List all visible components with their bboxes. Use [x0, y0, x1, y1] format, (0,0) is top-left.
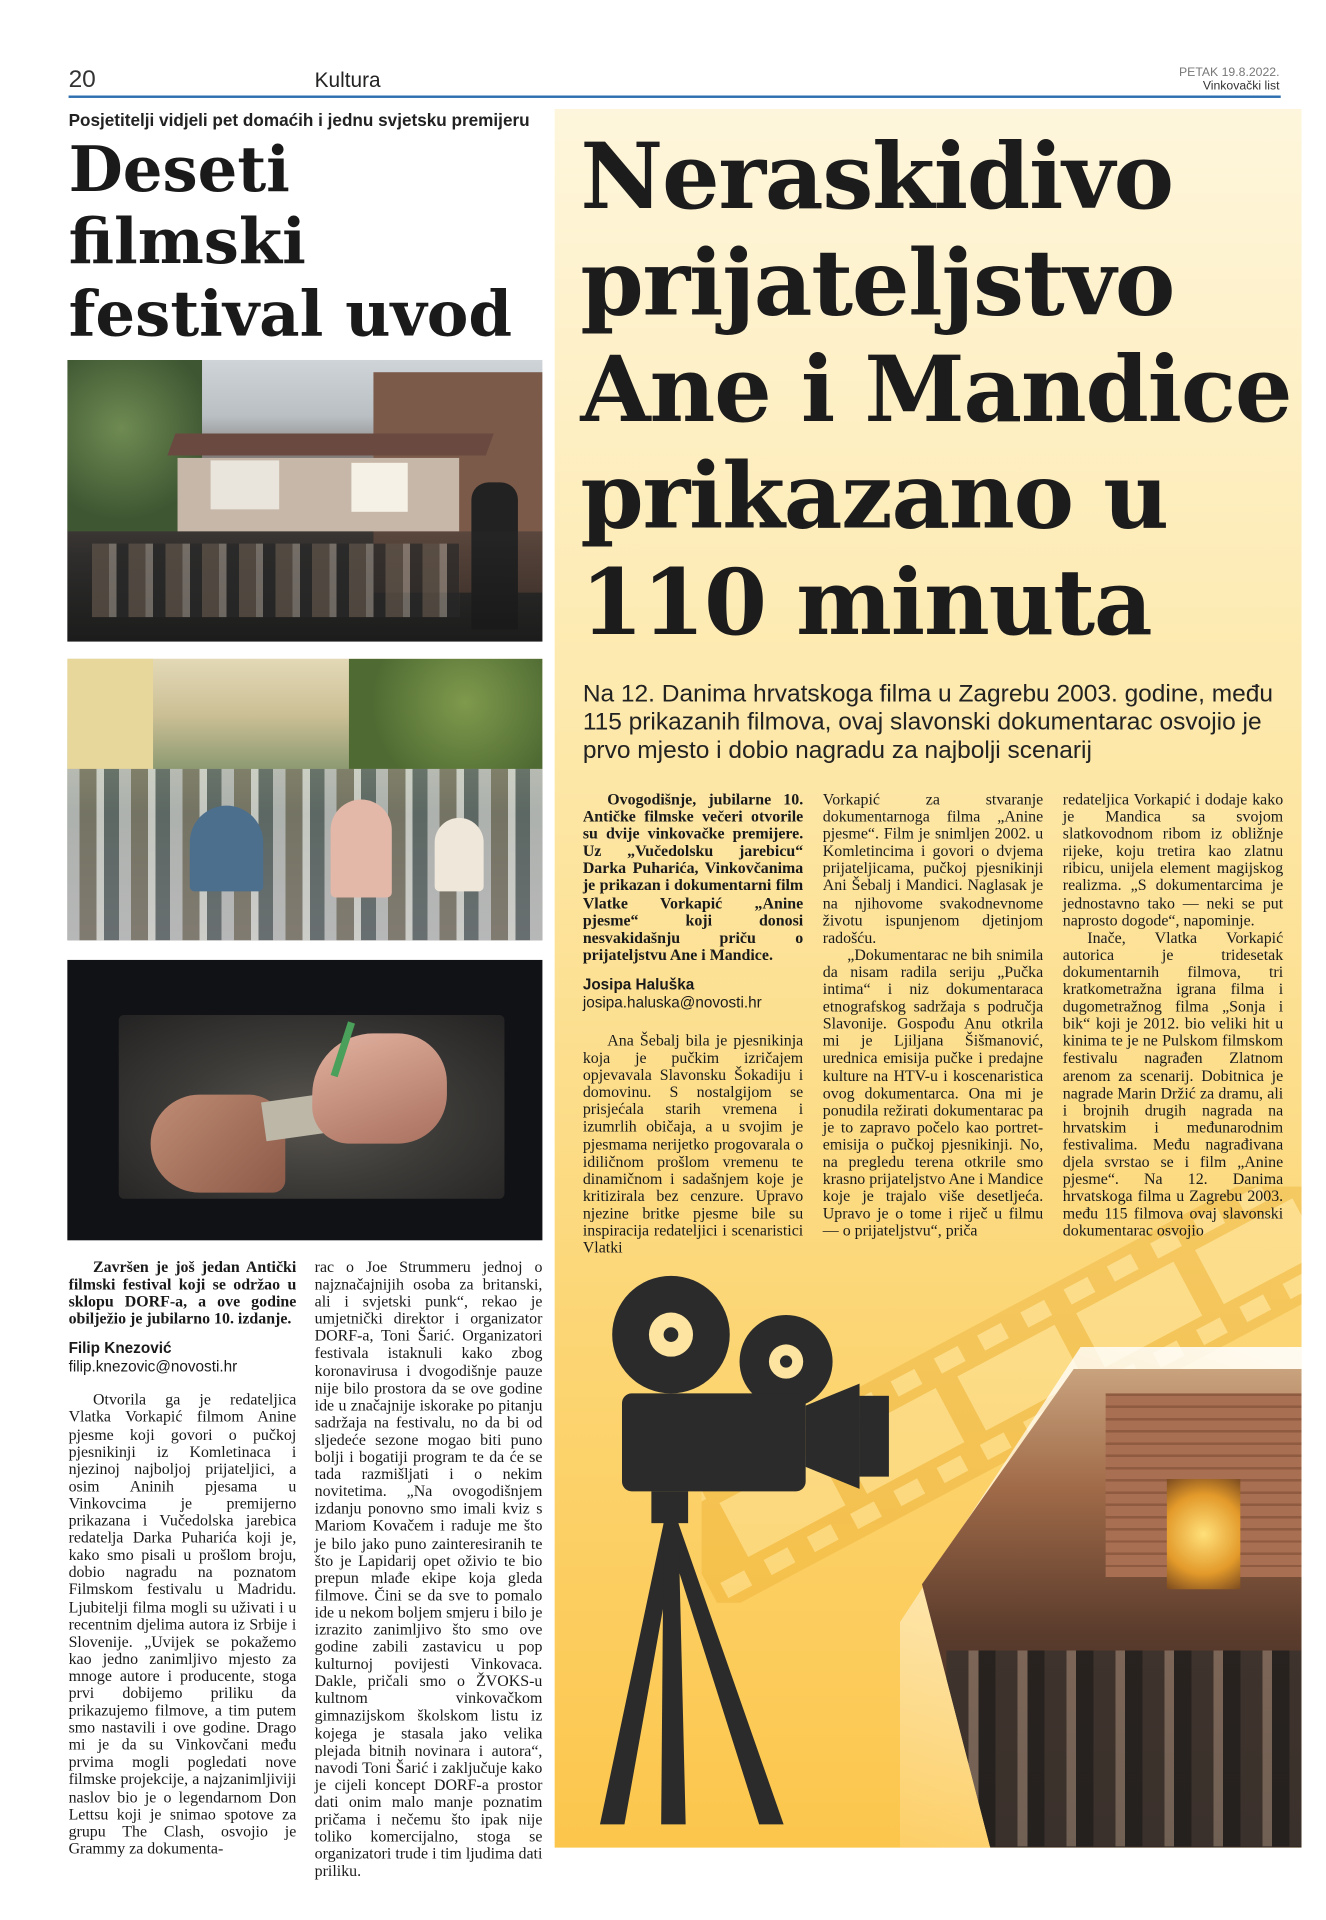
left-author-name: Filip Knezović — [68, 1339, 172, 1358]
right-author-email: josipa.haluska@novosti.hr — [582, 994, 762, 1012]
film-projector-icon — [575, 1249, 991, 1837]
right-byline — [583, 976, 803, 1013]
right-column-3 — [1063, 791, 1283, 1240]
left-headline-line: festival uvod — [68, 277, 513, 352]
right-headline — [580, 125, 1315, 658]
left-body-2: rac o Joe Strummeru jednoj o najznačajnijih osoba za britanski, ali i svjetski punk“, rekao je umjetnički direktor i organizator DORF-a, Toni Šarić. Organizatori festivala istaknuli kako zbog koronavirusa i dvogodišnje pauze nije bilo prostora da se ove godine ide u značajnije iskorake po pitanju sadržaja na festivalu, no da bi od sljedeće sezone mogao biti puno bolji i bogatiji program te da će se tada razmišljati i o nekim novitetima. „Na ovogodišnjem izdanju ponovno smo imali kviz s Mariom Kovačem i raduje me što je bilo jako puno zainteresiranih te što je Lapidarij opet oživio te bio prepun mlađe ekipe koja gleda filmove. Čini se da sve to pomalo ide u nekom boljem smjeru i bilo je izrazito zanimljivo što smo ove godine zabili zastavicu u pop kulturnoj povijesti Vinkovaca. Dakle, pričali smo o ŽVOKS-u kultnom vinkovačkom gimnazijskom školskom listu iz kojega je stasala jako velika plejada bitnih novinara i autora“, navodi Toni Šarić i zaključuje kako je cijeli koncept DORF-a prostor dati onim malo manje poznatim pričama i nečemu što ipak nije toliko komercijalno, stoga se organizatori trude i tim ljudima dati priliku. — [314, 1257, 543, 1880]
right-author-name: Josipa Haluška — [582, 975, 695, 993]
right-body-2a: Vorkapić za stvaranje dokumentarnoga filma „Anine pjesme“. Film je snimljen 2002. u Komletincima i govori o dvjema prijateljicama, pučkoj pjesnikinji Ani Šebalj i Mandici. Naglasak je na njihovome svakodnevnome životu ispunjenom djetinjom radošću. — [822, 789, 1044, 947]
issue-date: PETAK 19.8.2022. — [1178, 66, 1280, 80]
left-column-1 — [69, 1259, 297, 1858]
page-number: 20 — [68, 66, 96, 94]
left-byline — [69, 1340, 297, 1377]
section-name: Kultura — [314, 68, 381, 92]
photo-garden-screening — [67, 360, 542, 642]
photo-film-screen — [67, 960, 542, 1240]
publication-name: Vinkovački list — [1202, 79, 1280, 94]
left-headline-line: Deseti filmski — [68, 133, 306, 280]
right-headline-line: prijateljstvo — [580, 231, 1175, 337]
right-column-1 — [583, 791, 803, 1256]
right-subheadline: Na 12. Danima hrvatskoga filma u Zagrebu 2003. godine, među 115 prikazanih filmova, ovaj slavonski dokumentarac osvojio je prvo mjesto i dobio nagradu za najbolji scenarij — [582, 680, 1273, 765]
header-rule — [69, 96, 1281, 98]
right-lead: Ovogodišnje, jubilarne 10. Antičke filmske večeri otvorile su dvije vinkovačke premijere. Uz „Vučedolsku jarebicu“ Darka Puharića, Vinkovčanima je prikazan i dokumentarni film Vlatke Vorkapić „Anine pjesme“ koji donosi nesvakidašnju priču o prijateljstvu Ane i Mandice. — [582, 789, 804, 964]
right-body-1: Ana Šebalj bila je pjesnikinja koja je pučkim izričajem opjevavala Slavonsku Šokadiju i domovinu. S nostalgijom se prisjećala starih vremena i izumrlih običaja, a u svojim je pjesmama nerijetko progovarala o idiličnom prošlom vremenu te dinamičnom i sadašnjem koje je kritizirala bez cenzure. Upravo njezine britke pjesme bile su inspiracija redateljici i scenaristici Vlatki — [582, 1030, 804, 1257]
right-headline-line: Neraskidivo — [580, 124, 1173, 231]
left-lead: Završen je još jedan Antički filmski festival koji se održao u sklopu DORF-a, a ove godine obilježio je jubilarno 10. izdanje. — [68, 1257, 297, 1328]
left-column-2 — [315, 1259, 543, 1880]
left-kicker: Posjetitelji vidjeli pet domaćih i jednu svjetsku premijeru — [68, 110, 530, 130]
left-body-1: Otvorila ga je redateljica Vlatka Vorkapić filmom Anine pjesme koji govori o pučkoj pjesnikinji iz Komletinaca i njezinoj najboljoj prijateljici, a osim Aninih pjesama u Vinkovcima je premijerno prikazana i Vučedolska jarebica redatelja Darka Puharića koji je, kako smo pisali u prošlom broju, dobio nagradu na poznatom Filmskom festivalu u Madridu. Ljubitelji filma mogli su uživati i u recentnim djelima autora iz Srbije i Slovenije. „Uvijek se pokažemo kao jedno zanimljivo mjesto za mnoge autore i producente, stoga prvi dobijemo priliku da prikazujemo filmove, a tim putem smo nastavili i ove godine. Drago mi je da su Vinkovčani među prvima mogli pogledati nove filmske projekcije, a najzanimljiviji naslov bio je o legendarnom Don Lettsu koji je snimao spotove za grupu The Clash, osvojio je Grammy za dokumenta- — [68, 1390, 297, 1858]
right-headline-line: prikazano u — [580, 444, 1168, 550]
right-body-3a: redateljica Vorkapić i dodaje kako je Mandica sa svojom slatkovodnom ribom iz obližnje rijeke, koju tretira kao zlatnu ribicu, unijela element magijskog realizma. „S dokumentarcima je jednostavno tako — neki se put naprosto dogode“, napominje. — [1062, 789, 1284, 929]
right-body-3b: Inače, Vlatka Vorkapić autorica je tridesetak dokumentarnih filmova, tri kratkometražna igrana filma i dugometražnog filma „Sonja i bik“ koji je 2012. bio veliki hit u kinima te je ne Pulskom filmskom festivalu nagrađen Zlatnom arenom za scenarij. Dobitnica je nagrade Marin Držić za dramu, ali i brojnih drugih nagrada na hrvatskim i međunarodnim festivalima. Među nagrađivana djela svrstao se i film „Anine pjesme“. Na 12. Danima hrvatskoga filma u Zagrebu 2003. među 115 filmova ovaj slavonski dokumentarac osvojio — [1062, 927, 1284, 1240]
right-headline-line: 110 minuta — [580, 550, 1152, 657]
right-headline-line: Ane i Mandice — [580, 337, 1292, 444]
left-author-email: filip.knezovic@novosti.hr — [68, 1358, 238, 1376]
photo-audience — [67, 659, 542, 941]
right-body-2b: „Dokumentarac ne bih snimila da nisam radila seriju „Pučka intima“ i niz dokumentaraca etnografskog sadržaja s područja Slavonije. Gospođu Anu otkrila mi je Ljiljana Šišmanović, urednica emisija pučke i predajne kulture na HTV-u i koscenaristica ovog dokumentarca. Ona mi je ponudila režirati dokumentarac pa je to zapravo počelo kao portret-emisija o pučkoj pjesnikinji. No, na pregledu terena otkrile smo krasno prijateljstvo Ane i Mandice koje je trajalo više desetljeća. Upravo je o tome i riječ u filmu — o prijateljstvu“, priča — [822, 945, 1044, 1240]
right-column-2 — [823, 791, 1043, 1240]
